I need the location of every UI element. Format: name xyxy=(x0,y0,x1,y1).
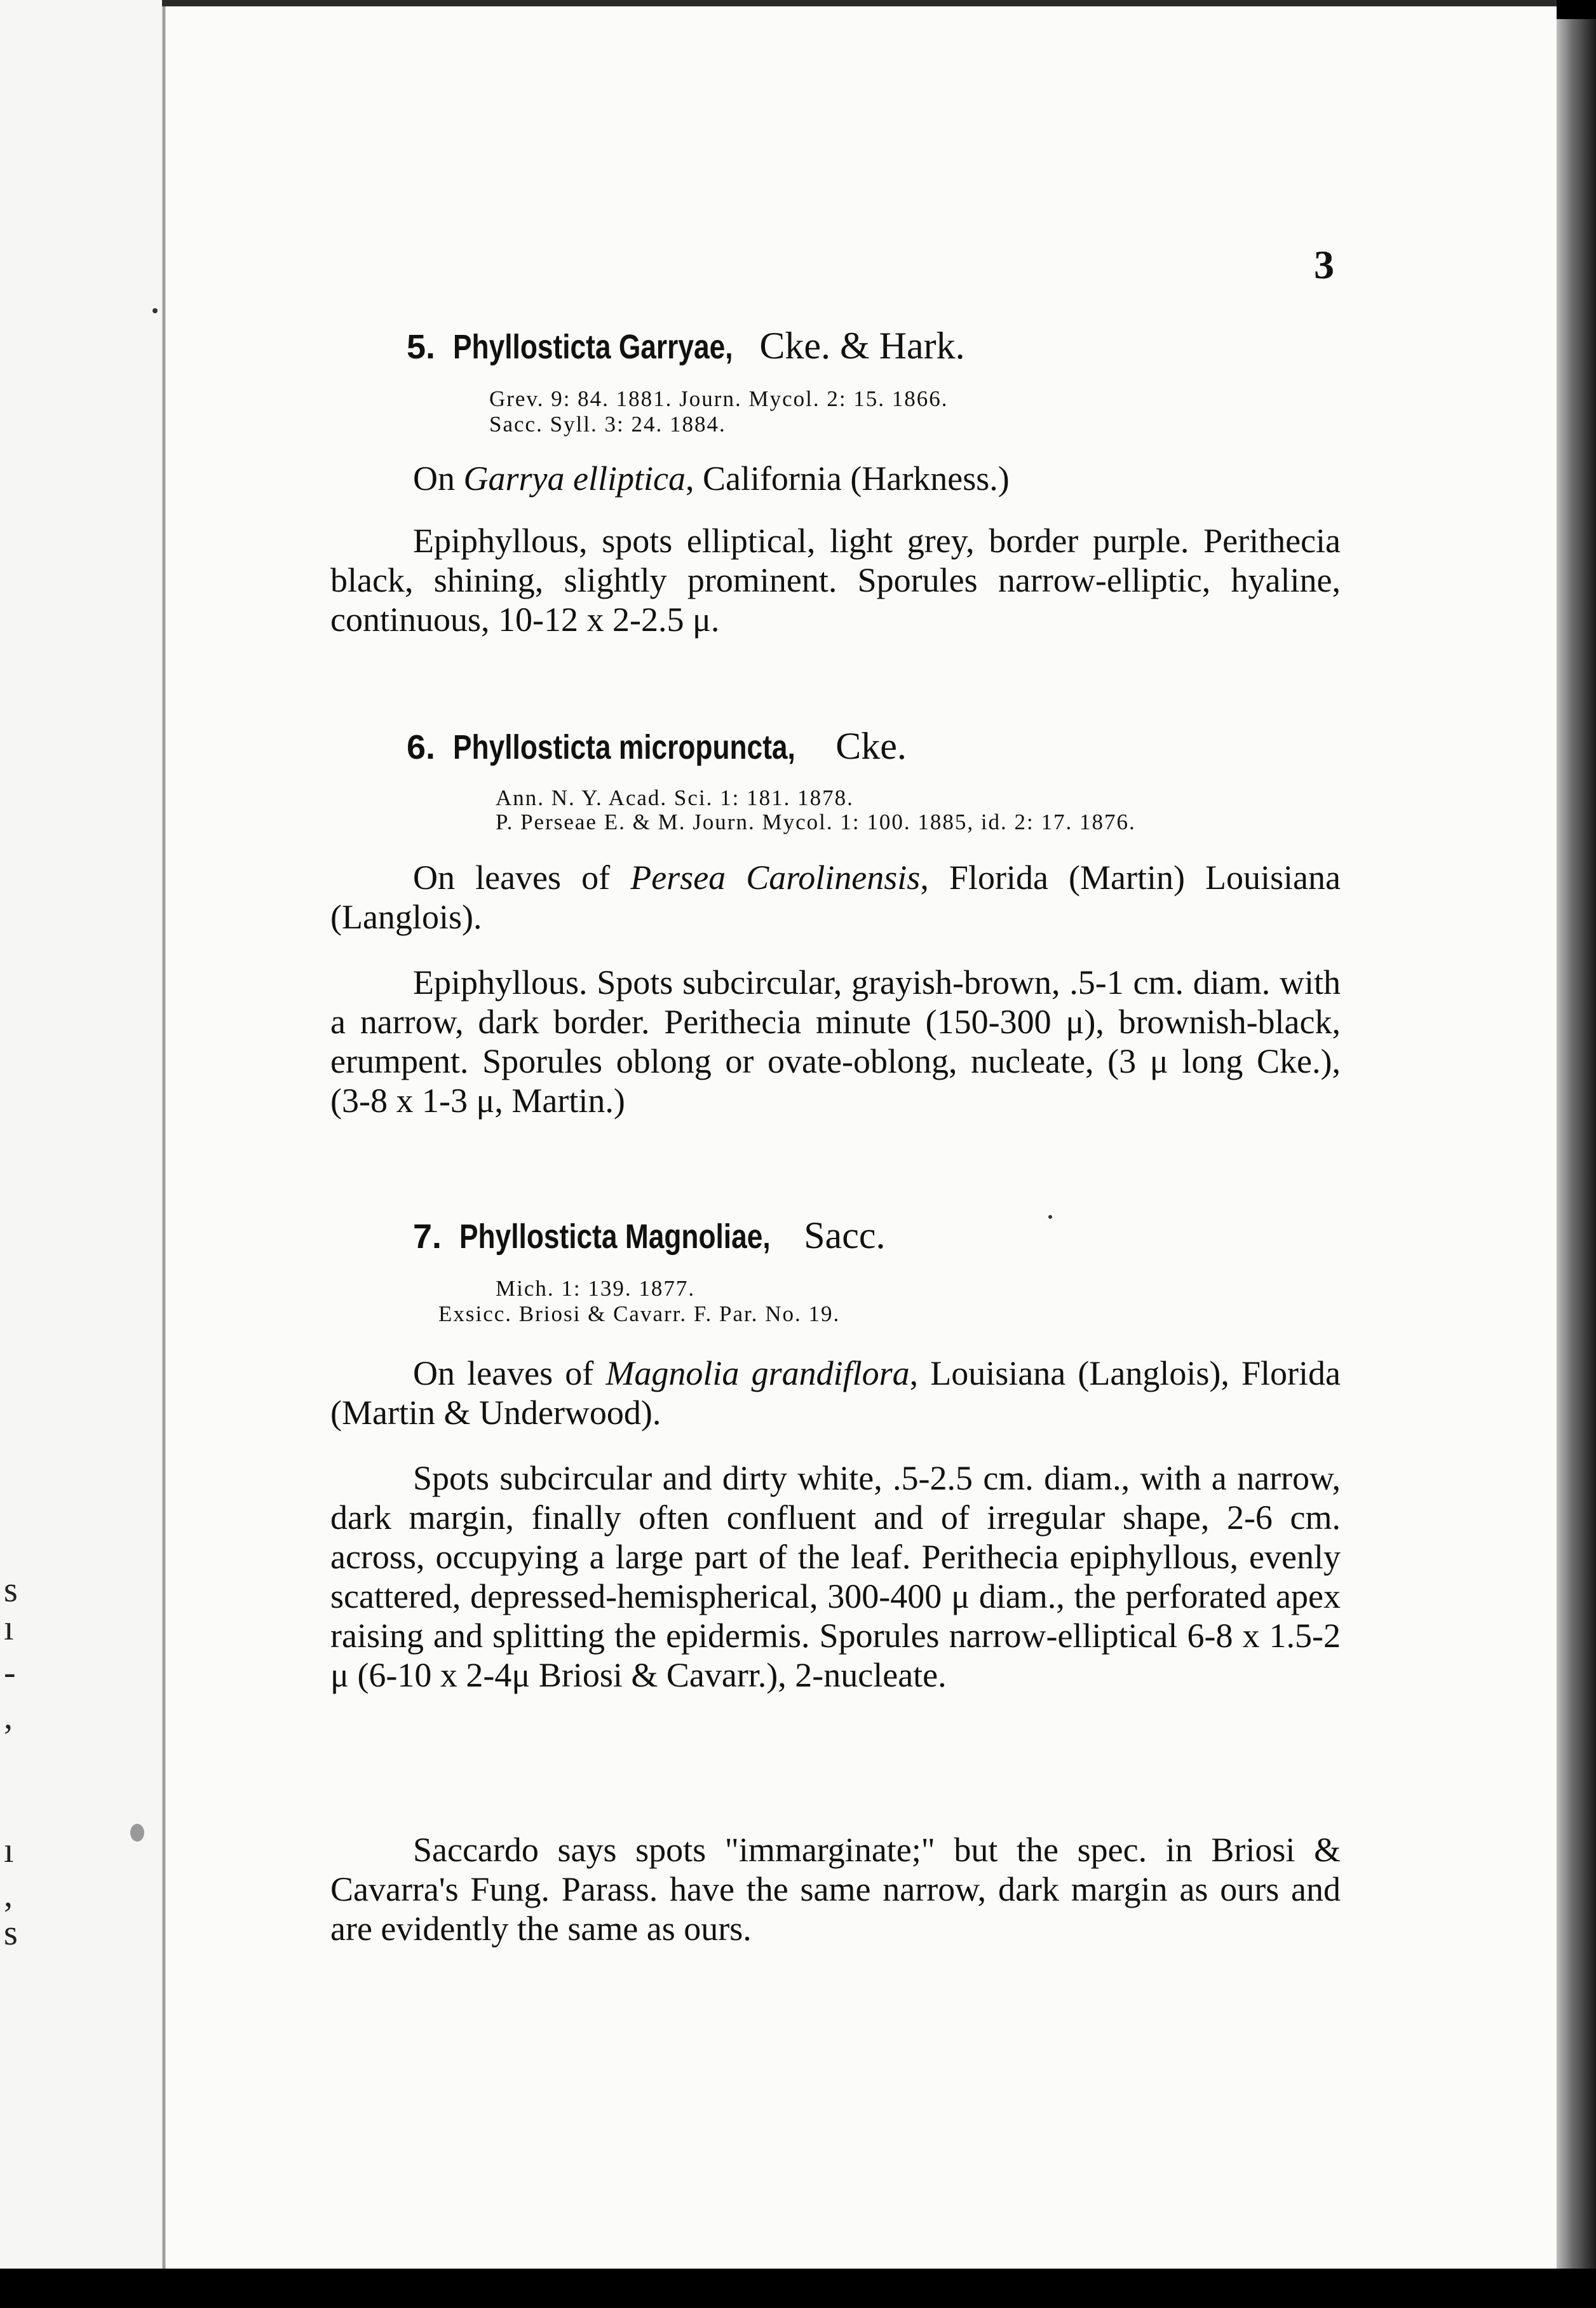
host-name: Persea Carolinensis xyxy=(630,859,921,897)
top-page-edge xyxy=(162,0,1557,6)
entry-heading xyxy=(413,1214,885,1258)
host-line xyxy=(330,1354,1341,1432)
entry-number: 5. xyxy=(407,328,436,366)
note-paragraph xyxy=(330,1830,1341,1948)
citation-line: Grev. 9: 84. 1881. Journ. Mycol. 2: 15. 1866. xyxy=(489,386,949,411)
citation-line: P. Perseae E. & M. Journ. Mycol. 1: 100. 1885, id. 2: 17. 1876. xyxy=(496,810,1136,834)
citation-line: Mich. 1: 139. 1877. xyxy=(496,1276,696,1301)
entry-heading xyxy=(407,324,965,368)
margin-fragment: s xyxy=(4,1570,18,1610)
host-prefix: On leaves of xyxy=(413,859,631,897)
margin-fragment: s xyxy=(4,1913,18,1953)
host-locality: , Louisiana (Langlois), Florida (Martin & Underwood). xyxy=(330,1354,1341,1432)
host-name: Magnolia grandiflora xyxy=(605,1354,910,1392)
citation-line: Ann. N. Y. Acad. Sci. 1: 181. 1878. xyxy=(496,785,854,810)
host-prefix: On leaves of xyxy=(413,1354,606,1392)
species-author: Cke. xyxy=(835,725,907,767)
entry-number: 7. xyxy=(413,1218,442,1256)
host-prefix: On xyxy=(413,459,464,498)
entry-number: 6. xyxy=(407,728,436,766)
page-fold xyxy=(162,0,166,2269)
description-text: Spots subcircular and dirty white, .5-2.5 cm. diam., with a narrow, dark margin, finally often confluent and of irregular shape, 2-6 cm. across, occupying a large part of the leaf. Perithecia epiphyllous, evenly scattered, depressed-hemispherical, 300-400 μ diam., the perforated apex raising and splitting the epidermis. Sporules narrow-elliptical 6-8 x 1.5-2 μ (6-10 x 2-4μ Briosi & Cavarr.), 2-nucleate. xyxy=(330,1459,1341,1694)
host-line xyxy=(330,459,1341,498)
page-number: 3 xyxy=(1314,242,1334,287)
species-name: Phyllosticta Magnoliae, xyxy=(459,1218,771,1256)
note-text: Saccardo says spots "immarginate;" but the spec. in Briosi & Cavarra's Fung. Parass. have the same narrow, dark margin as ours and are evidently the same as ours. xyxy=(330,1831,1341,1948)
host-locality: , Florida (Martin) Louisiana (Langlois). xyxy=(330,859,1341,936)
margin-fragment: ı xyxy=(4,1831,14,1870)
citation-line: Exsicc. Briosi & Cavarr. F. Par. No. 19. xyxy=(438,1301,841,1326)
ink-speck xyxy=(152,308,158,313)
right-page-edge xyxy=(1557,19,1596,2269)
facing-page-edge xyxy=(0,0,162,2269)
description-text: Epiphyllous. Spots subcircular, grayish-brown, .5-1 cm. diam. with a narrow, dark border. Perithecia minute (150-300 μ), brownish-black, erumpent. Sporules oblong or ovate-oblong, nucleate, (3 μ long Cke.), (3-8 x 1-3 μ, Martin.) xyxy=(330,963,1341,1120)
species-author: Sacc. xyxy=(804,1214,886,1256)
margin-fragment: ı xyxy=(4,1608,14,1648)
host-name: Garrya elliptica xyxy=(463,459,686,498)
description-paragraph xyxy=(330,1458,1341,1695)
margin-fragment: , xyxy=(4,1875,13,1915)
description-paragraph xyxy=(330,963,1341,1120)
description-text: Epiphyllous, spots elliptical, light grey, border purple. Perithecia black, shining, slightly prominent. Sporules narrow-elliptic, hyaline, continuous, 10-12 x 2-2.5 μ. xyxy=(330,522,1341,639)
species-name: Phyllosticta Garryae, xyxy=(453,328,733,366)
margin-fragment: , xyxy=(4,1697,13,1737)
ink-speck xyxy=(1048,1215,1052,1219)
description-paragraph xyxy=(330,521,1341,639)
species-author: Cke. & Hark. xyxy=(759,325,965,367)
margin-fragment: - xyxy=(4,1653,16,1692)
species-name: Phyllosticta micropuncta, xyxy=(453,728,795,766)
ink-speck xyxy=(130,1824,144,1842)
citation-line: Sacc. Syll. 3: 24. 1884. xyxy=(489,412,726,437)
host-line xyxy=(330,858,1341,937)
host-locality: , California (Harkness.) xyxy=(685,459,1010,498)
entry-heading xyxy=(407,724,907,768)
